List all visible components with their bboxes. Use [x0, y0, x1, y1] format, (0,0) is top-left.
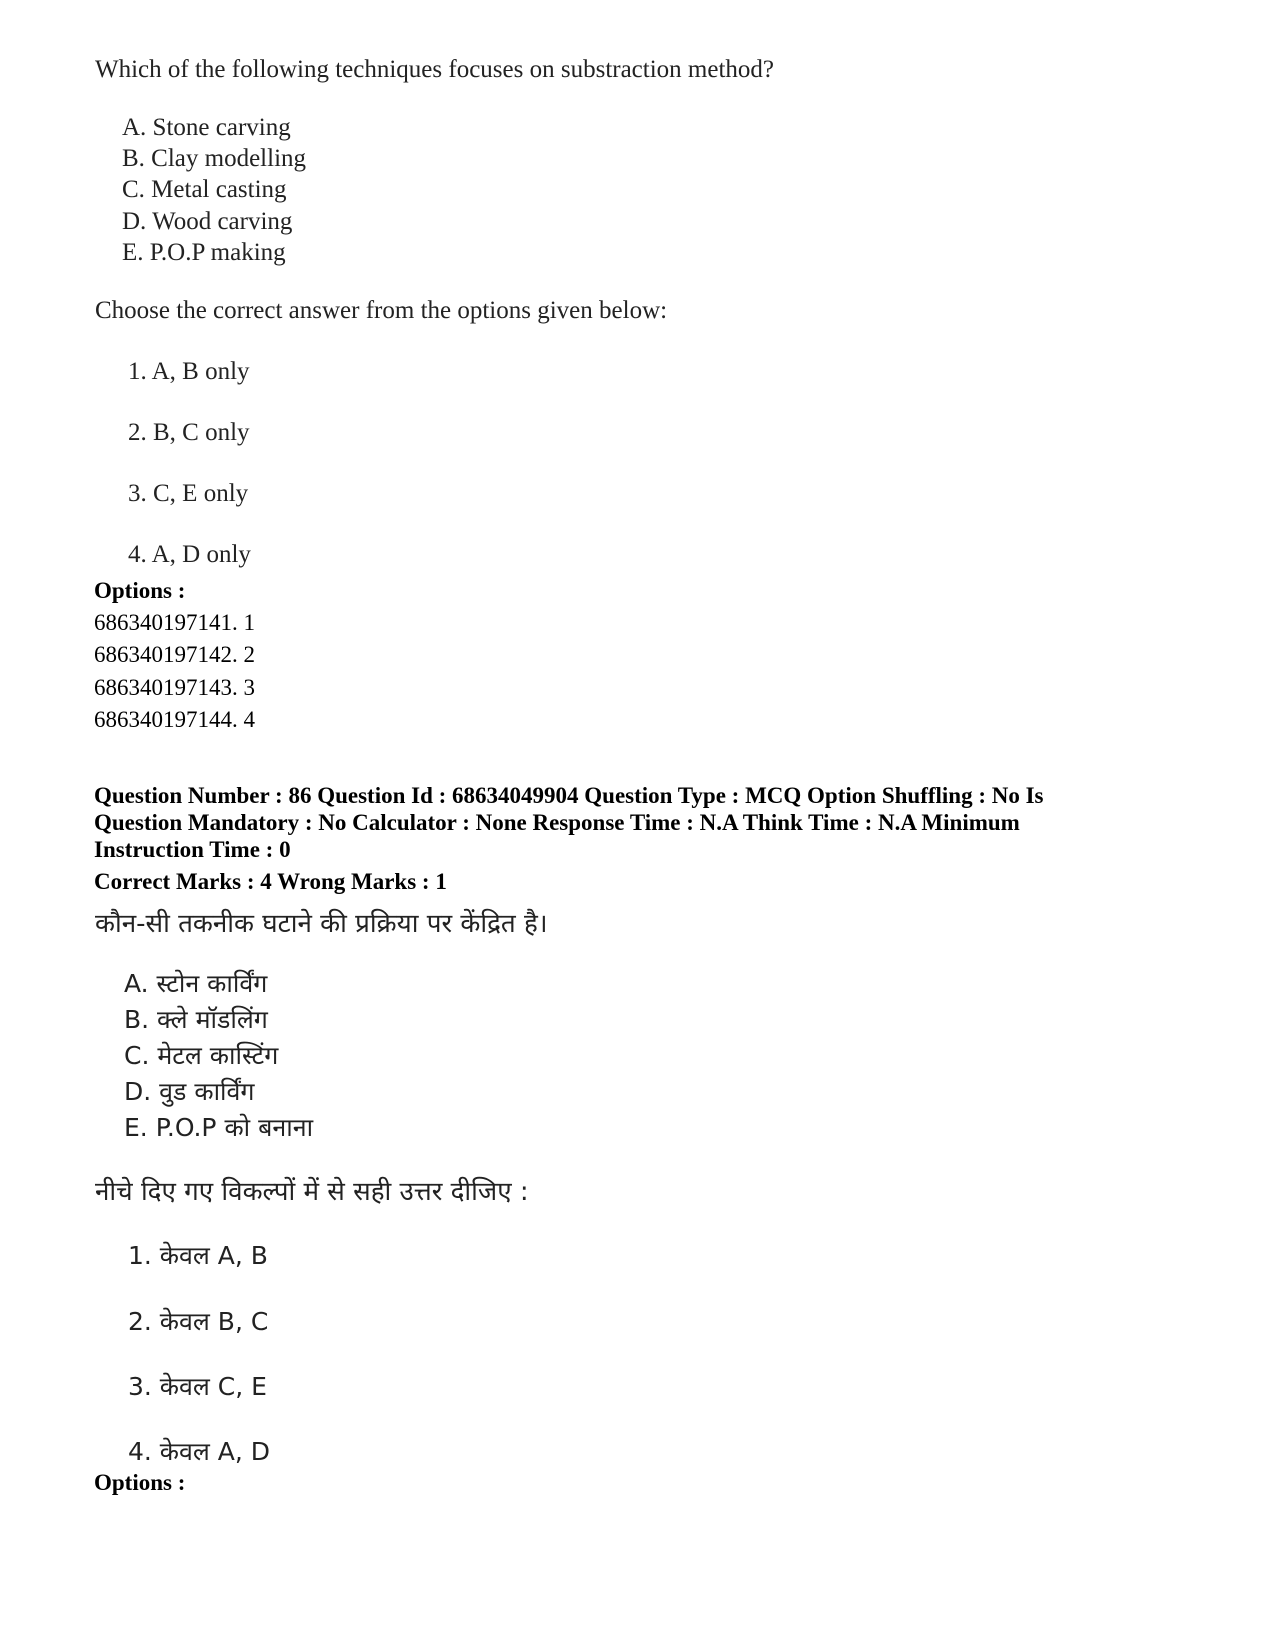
option-line: 686340197142. 2	[94, 642, 255, 667]
option-line: 686340197144. 4	[94, 707, 255, 732]
hindi-statement-item: A. स्टोन कार्विंग	[124, 969, 268, 998]
marks-line: Correct Marks : 4 Wrong Marks : 1	[94, 869, 447, 894]
hindi-statement-item: D. वुड कार्विंग	[124, 1077, 255, 1106]
english-statement-item: A. Stone carving	[122, 114, 291, 141]
hindi-statement-item: E. P.O.P को बनाना	[124, 1113, 314, 1142]
metadata-line: Instruction Time : 0	[94, 837, 291, 862]
hindi-answer-item: 4. केवल A, D	[128, 1437, 271, 1466]
hindi-statement-item: B. क्ले मॉडलिंग	[124, 1005, 268, 1034]
options-heading: Options :	[94, 1470, 186, 1495]
option-line: 686340197141. 1	[94, 610, 255, 635]
english-statement-item: E. P.O.P making	[122, 239, 286, 266]
english-answer-item: 3. C, E only	[128, 480, 249, 507]
metadata-line: Question Number : 86 Question Id : 68634049904 Question Type : MCQ Option Shuffling : No Is	[94, 783, 1044, 808]
english-answer-item: 2. B, C only	[128, 419, 250, 446]
hindi-answer-item: 3. केवल C, E	[128, 1372, 267, 1401]
hindi-statement-item: C. मेटल कास्टिंग	[124, 1041, 279, 1070]
option-line: 686340197143. 3	[94, 675, 255, 700]
english-answer-item: 4. A, D only	[128, 541, 251, 568]
hindi-question: कौन-सी तकनीक घटाने की प्रक्रिया पर केंद्रित है।	[95, 909, 548, 939]
hindi-answer-item: 2. केवल B, C	[128, 1307, 269, 1336]
english-answer-item: 1. A, B only	[128, 358, 250, 385]
english-statement-item: B. Clay modelling	[122, 145, 307, 172]
metadata-line: Question Mandatory : No Calculator : None Response Time : N.A Think Time : N.A Minimum	[94, 810, 1020, 835]
english-instruction: Choose the correct answer from the options given below:	[95, 297, 668, 324]
english-question: Which of the following techniques focuses on substraction method?	[95, 56, 775, 83]
hindi-answer-item: 1. केवल A, B	[128, 1241, 268, 1270]
hindi-instruction: नीचे दिए गए विकल्पों में से सही उत्तर दीजिए :	[95, 1177, 529, 1207]
english-statement-item: D. Wood carving	[122, 208, 293, 235]
options-heading: Options :	[94, 578, 186, 603]
english-statement-item: C. Metal casting	[122, 176, 287, 203]
